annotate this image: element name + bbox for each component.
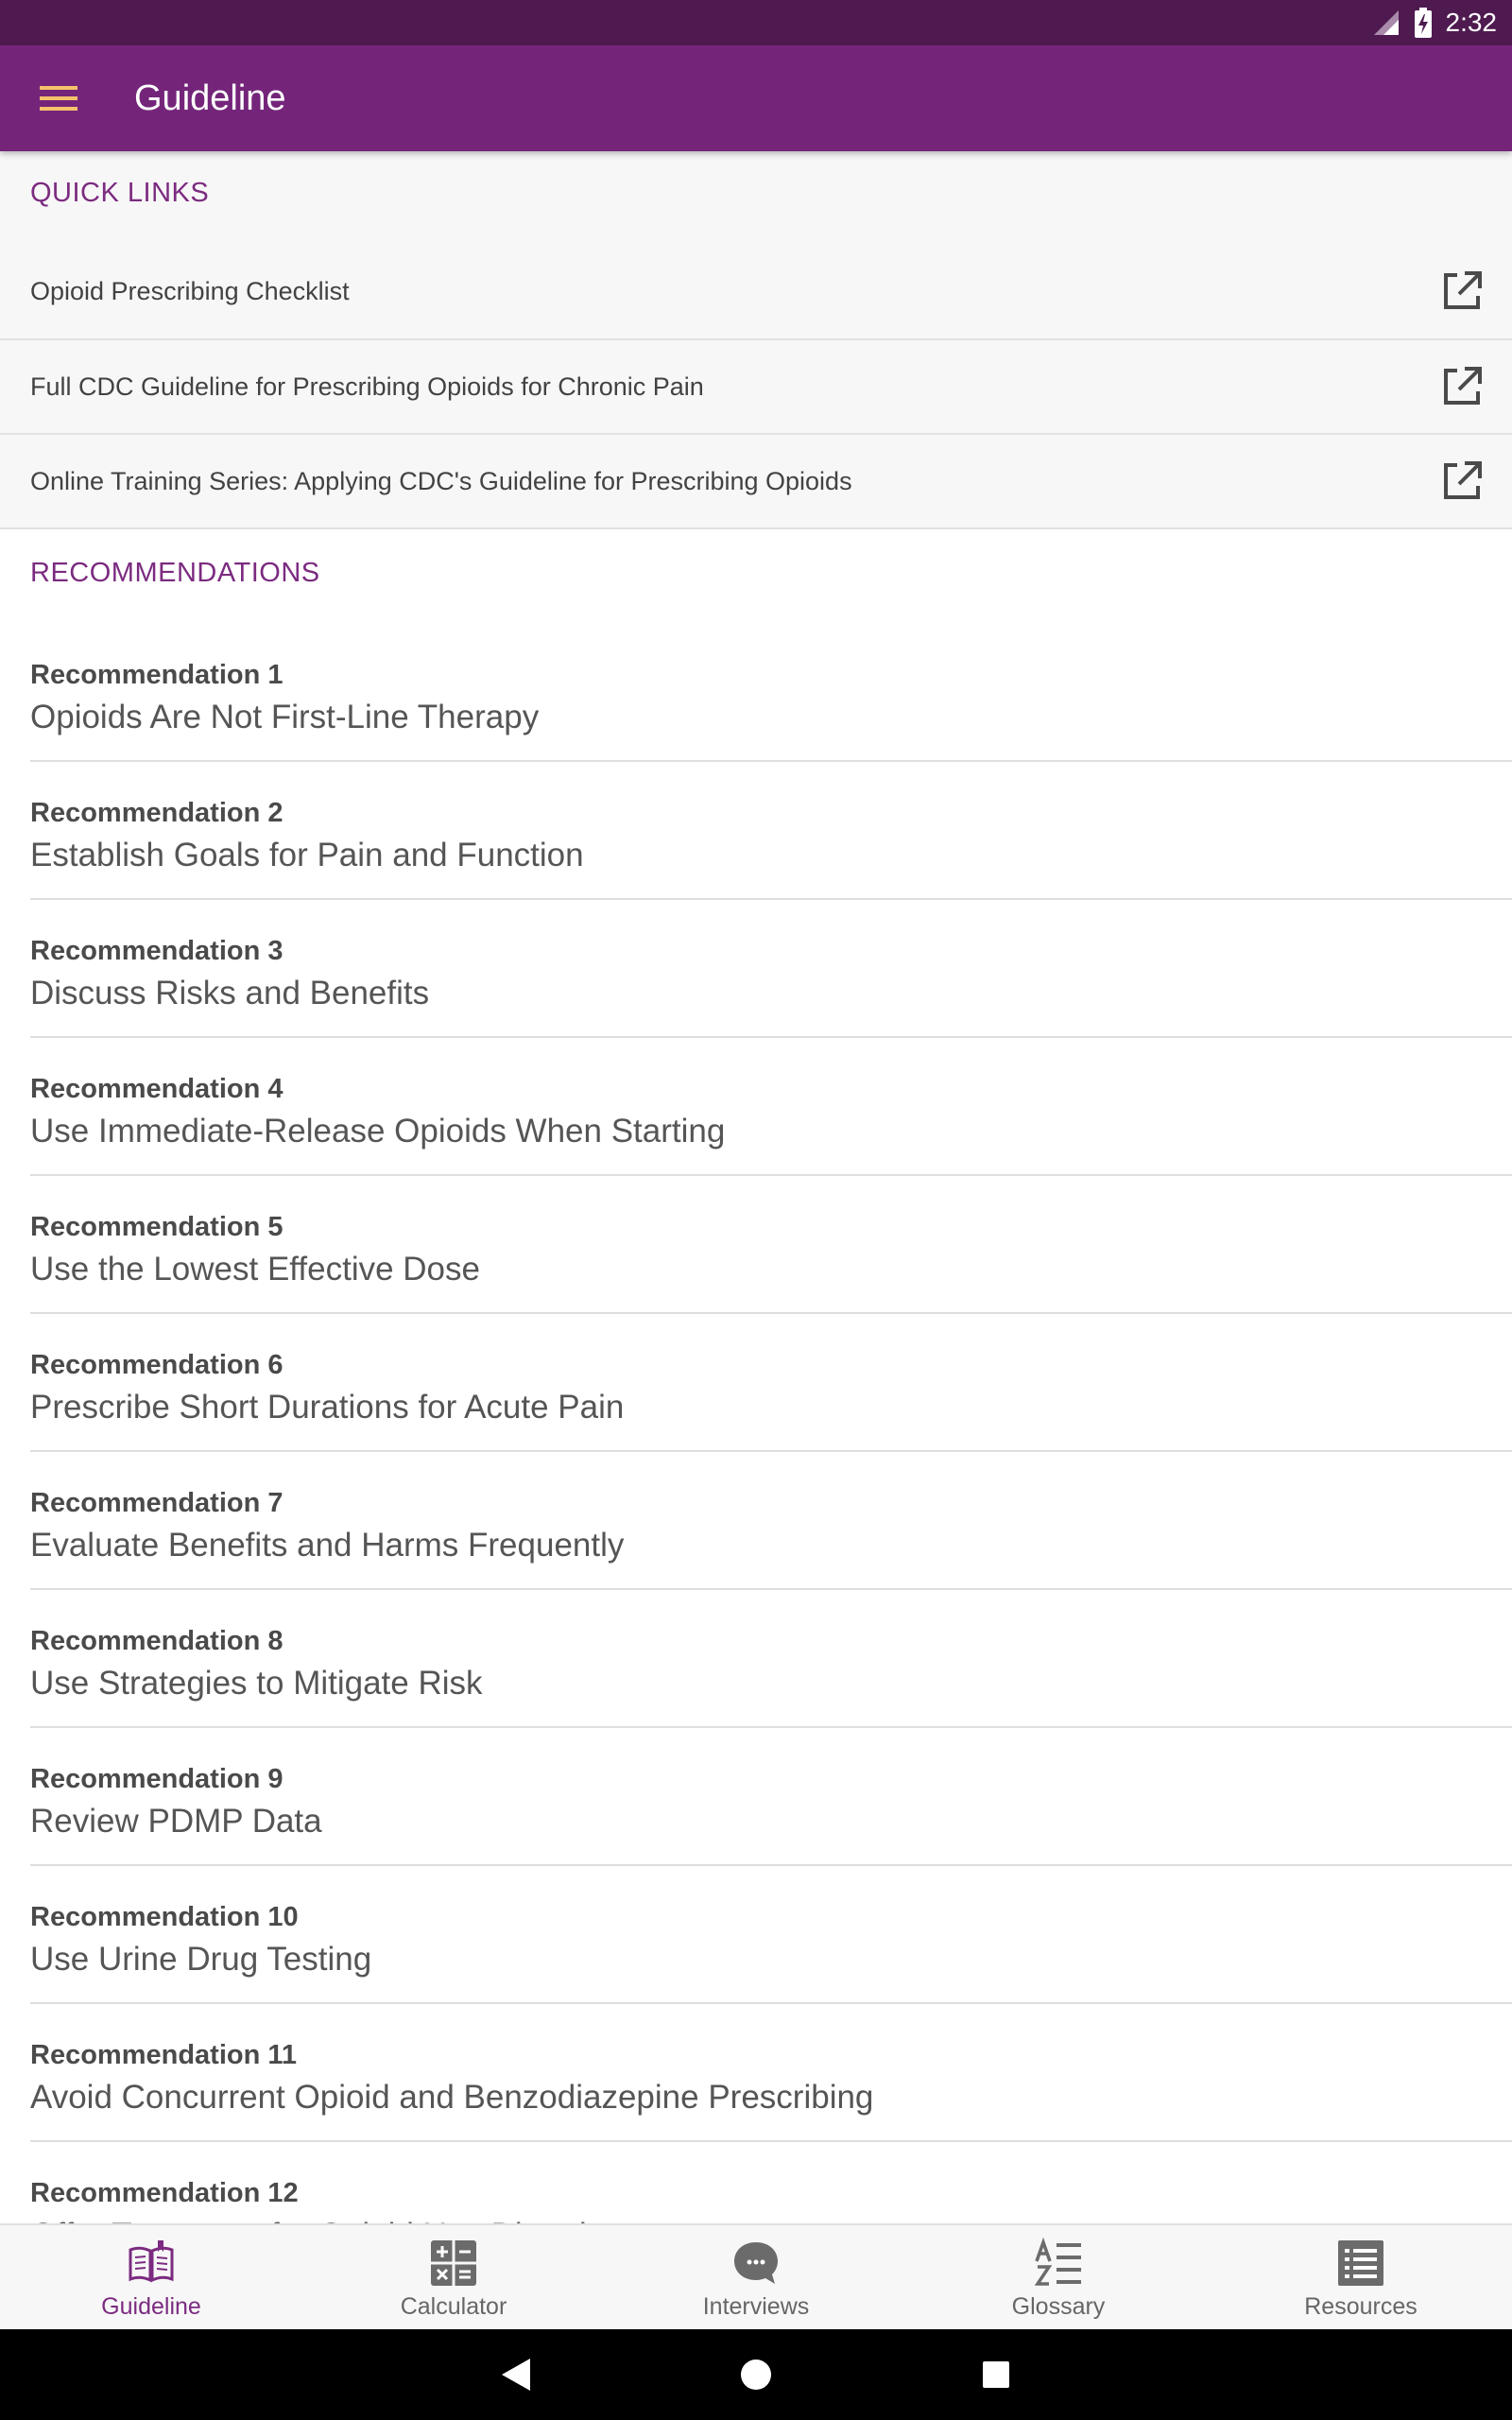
quick-link-label: Full CDC Guideline for Prescribing Opioids for Chronic Pain (30, 372, 704, 401)
status-bar (0, 0, 1512, 45)
quick-link-checklist[interactable] (0, 244, 1512, 338)
recommendation-number: Recommendation 8 (30, 1626, 284, 1656)
back-button[interactable] (488, 2346, 544, 2403)
quick-links-section (0, 151, 1512, 529)
recommendation-item-8[interactable] (30, 1590, 1512, 1728)
recommendation-number: Recommendation 1 (30, 660, 284, 690)
nav-tab-guideline[interactable] (0, 2225, 302, 2329)
recommendation-number: Recommendation 11 (30, 2040, 298, 2070)
recommendation-number: Recommendation 12 (30, 2178, 299, 2208)
page-title: Guideline (134, 78, 286, 118)
nav-label: Interviews (702, 2293, 810, 2320)
quick-links-header: QUICK LINKS (30, 178, 210, 208)
nav-label: Resources (1304, 2293, 1418, 2320)
recommendation-number: Recommendation 9 (30, 1764, 284, 1794)
recommendations-header: RECOMMENDATIONS (30, 558, 320, 588)
recommendation-item-2[interactable] (30, 762, 1512, 900)
bottom-nav (0, 2223, 1512, 2329)
quick-link-label: Online Training Series: Applying CDC's Guideline for Prescribing Opioids (30, 466, 852, 495)
recommendations-section (0, 529, 1512, 2280)
content-scroll[interactable] (0, 151, 1512, 2223)
recommendation-title: Review PDMP Data (30, 1803, 322, 1840)
glossary-az-icon (1034, 2238, 1083, 2288)
recommendation-item-6[interactable] (30, 1314, 1512, 1452)
list-icon (1336, 2238, 1385, 2288)
recommendation-title: Prescribe Short Durations for Acute Pain (30, 1389, 625, 1426)
nav-tab-interviews[interactable] (605, 2225, 907, 2329)
quick-link-training-series[interactable] (0, 433, 1512, 527)
recommendation-number: Recommendation 2 (30, 798, 284, 828)
quick-link-full-guideline[interactable] (0, 338, 1512, 433)
menu-button[interactable] (28, 68, 89, 129)
calculator-icon (429, 2238, 478, 2288)
nav-tab-resources[interactable] (1210, 2225, 1512, 2329)
quick-link-label: Opioid Prescribing Checklist (30, 276, 350, 305)
recommendation-number: Recommendation 3 (30, 936, 284, 966)
chat-bubble-icon (731, 2238, 781, 2288)
recommendation-title: Use Urine Drug Testing (30, 1941, 372, 1978)
external-link-icon (1438, 458, 1486, 505)
recents-button[interactable] (968, 2346, 1024, 2403)
recommendation-title: Use Strategies to Mitigate Risk (30, 1665, 483, 1702)
signal-icon (1372, 9, 1400, 37)
battery-charging-icon (1414, 8, 1433, 38)
recommendation-item-9[interactable] (30, 1728, 1512, 1866)
recommendation-title: Evaluate Benefits and Harms Frequently (30, 1527, 625, 1564)
recommendation-number: Recommendation 10 (30, 1902, 299, 1932)
nav-label: Guideline (101, 2293, 201, 2320)
system-nav-bar (0, 2329, 1512, 2420)
external-link-icon (1438, 363, 1486, 410)
hamburger-menu-icon (40, 84, 77, 112)
nav-label: Glossary (1011, 2293, 1106, 2320)
nav-tab-calculator[interactable] (302, 2225, 605, 2329)
recommendation-title: Avoid Concurrent Opioid and Benzodiazepine Prescribing (30, 2079, 874, 2116)
book-icon (127, 2238, 176, 2288)
recommendation-item-7[interactable] (30, 1452, 1512, 1590)
recommendation-title: Use the Lowest Effective Dose (30, 1251, 480, 1288)
status-time: 2:32 (1445, 8, 1497, 37)
recommendation-title: Establish Goals for Pain and Function (30, 837, 584, 873)
app-bar (0, 45, 1512, 151)
nav-label: Calculator (400, 2293, 507, 2320)
recommendation-item-3[interactable] (30, 900, 1512, 1038)
recents-square-icon (981, 2360, 1011, 2390)
home-button[interactable] (728, 2346, 784, 2403)
home-circle-icon (739, 2358, 773, 2392)
external-link-icon (1438, 268, 1486, 315)
recommendation-number: Recommendation 6 (30, 1350, 284, 1380)
recommendation-item-10[interactable] (30, 1866, 1512, 2004)
recommendation-item-4[interactable] (30, 1038, 1512, 1176)
recommendation-item-1[interactable] (30, 624, 1512, 762)
recommendation-number: Recommendation 5 (30, 1212, 284, 1242)
recommendation-item-5[interactable] (30, 1176, 1512, 1314)
recommendation-title: Use Immediate-Release Opioids When Starting (30, 1113, 726, 1150)
nav-tab-glossary[interactable] (907, 2225, 1210, 2329)
recommendation-item-11[interactable] (30, 2004, 1512, 2142)
recommendation-title: Opioids Are Not First-Line Therapy (30, 699, 540, 735)
recommendation-number: Recommendation 4 (30, 1074, 284, 1104)
recommendation-title: Discuss Risks and Benefits (30, 975, 430, 1011)
recommendation-number: Recommendation 7 (30, 1488, 284, 1518)
back-triangle-icon (500, 2357, 532, 2393)
